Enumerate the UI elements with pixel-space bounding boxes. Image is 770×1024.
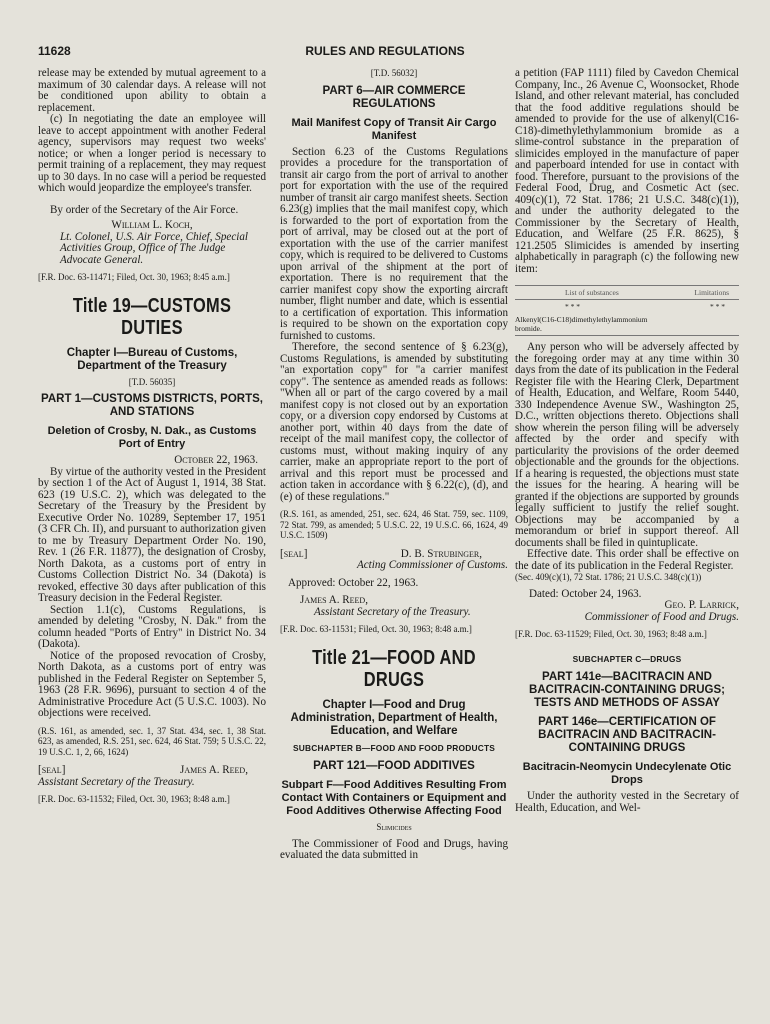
signature-title: Lt. Colonel, U.S. Air Force, Chief, Special Activities Group, Office of The Judge Advocate General. [60, 230, 248, 266]
paragraph: a petition (FAP 1111) filed by Cavedon Chemical Company, Inc., 26 Avenue C, Woonsocket, Rhode Island, and other relevant material, has concluded that the food additive regulations should be amended to provide for the use of alkenyl(C16-C18)-dimethylethylammonium bromide as a slime-control substance in the preparation of slimicides employed in the manufacture of paper and paperboard intended for use in contact with food. Therefore, pursuant to the provisions of the Federal Food, Drug, and Cosmetic Act (sec. 409(c)(1), 72 Stat. 1786; 21 U.S.C. 348(c)(1)), and under the authority delegated to the Commissioner by the Secretary of Health, Education, and Welfare (25 F.R. 8625), § 121.2505 Slimicides is amended by inserting alphabetically in paragraph (c) the following new item: [515, 67, 739, 275]
section-heading: Slimicides [376, 822, 412, 832]
table-header-row [515, 286, 739, 300]
paragraph: By virtue of the authority vested in the President by section 1 of the Act of August 1, 1914, 38 Stat. 623 (19 U.S.C. 2), which was delegated to the Secretary of the Treasury by the President by Executive Order No. 10289, September 17, 1951 (3 CFR Ch. II), and pursuant to authorization given to me by Treasury Department Order No. 190, Rev. 1 (26 F.R. 11877), the designation of Crosby, North Dakota, as a customs port of entry in Customs Collection District No. 34 (Dakota) is revoked, effective 30 days after publication of this Treasury decision in the Federal Register. [38, 465, 267, 604]
signature-name: James A. Reed, [180, 764, 248, 776]
section-heading: Mail Manifest Copy of Transit Air Cargo Manifest [291, 116, 497, 142]
page-number: 11628 [38, 44, 71, 58]
fr-doc-citation: [F.R. Doc. 63-11531; Filed, Oct. 30, 1963; 8:48 a.m.] [280, 624, 472, 634]
fr-doc-citation: [F.R. Doc. 63-11471; Filed, Oct. 30, 1963; 8:45 a.m.] [38, 272, 230, 282]
column-middle [280, 68, 508, 862]
signature-title: Assistant Secretary of the Treasury. [314, 605, 471, 618]
signature-title: Acting Commissioner of Customs. [356, 559, 508, 571]
signature-name: William L. Koch, [111, 219, 193, 231]
signature-title: Commissioner of Food and Drugs. [584, 610, 739, 623]
seal-mark: [seal] [280, 547, 308, 560]
column-right [515, 68, 739, 814]
chapter-heading: Chapter I—Food and Drug Administration, Department of Health, Education, and Welfare [290, 698, 498, 737]
authority-citation: (R.S. 161, as amended, 251, sec. 624, 46 Stat. 759, sec. 1109, 72 Stat. 799, as amended; 5 U.S.C. 22, 19 U.S.C. 66, 1624, 49 U.S.C. 1509) [280, 509, 508, 540]
paragraph: Section 1.1(c), Customs Regulations, is amended by deleting "Crosby, N. Dak." from the column headed "Ports of Entry" in District No. 34 (Dakota). [38, 603, 266, 650]
part-heading: PART 146e—CERTIFICATION OF BACITRACIN AND BACITRACIN-CONTAINING DRUGS [538, 716, 716, 754]
paragraph: (c) In negotiating the date an employee will leave to accept appointment with another Federal agency, supervisors may request two weeks' notice; or when a longer period is necessary to permit training of a replacement, they may request up to 30 days. In no case will a period be requested which would jeopardize the employee's transfer. [38, 113, 266, 194]
section-heading: Deletion of Crosby, N. Dak., as Customs Port of Entry [47, 425, 257, 450]
signature-name: James A. Reed, [300, 594, 368, 606]
table-cell: Alkenyl(C16-C18)dimethylethylammonium bromide. [515, 315, 648, 333]
running-title: RULES AND REGULATIONS [305, 44, 465, 58]
table-cell: * * * [710, 302, 725, 311]
subchapter-heading: SUBCHAPTER C—DRUGS [572, 653, 682, 664]
approved-line: Approved: October 22, 1963. [288, 576, 419, 589]
paragraph: Under the authority vested in the Secretary of Health, Education, and Wel- [515, 790, 739, 814]
td-number: [T.D. 56035] [128, 376, 176, 387]
seal-mark: [seal] [38, 764, 66, 776]
part-heading: PART 141e—BACITRACIN AND BACITRACIN-CONTAINING DRUGS; TESTS AND METHODS OF ASSAY [529, 671, 725, 709]
table-cell: * * * [565, 302, 580, 311]
paragraph: release may be extended by mutual agreement to a maximum of 30 calendar days. A release will not be conditioned upon ability to obtain a replacement. [38, 67, 266, 114]
title-heading: Title 19—CUSTOMS DUTIES [72, 294, 232, 339]
paragraph: Section 6.23 of the Customs Regulations provides a procedure for the transportation of transit air cargo from the port of arrival to another port for exportation with the use of the required number of transit air cargo manifest sheets. Section 6.23(g) implies that the mail manifest copy, which is forwarded to the port of exportation from the port of arrival, may be closed out at the port of exportation with the use of the carrier manifest copy, which is required to be delivered to Customs upon arrival of the shipment at the port of exportation. There is no requirement that the carrier manifest copy show the exporting aircraft number, flight number and date, which is essential to a certification of exportation. This information is required to be shown on the exportation copy furnished to customs. [280, 145, 508, 342]
substances-table [515, 285, 739, 336]
part-heading: PART 121—FOOD ADDITIVES [313, 760, 475, 772]
signature-name: Geo. P. Larrick, [664, 599, 739, 611]
table-row [515, 313, 739, 335]
td-number: [T.D. 56032] [370, 68, 418, 78]
signature-name: D. B. Strubinger, [400, 547, 482, 560]
chapter-heading: Chapter I—Bureau of Customs, Department of the Treasury [66, 346, 238, 372]
paragraph: Effective date. This order shall be effective on the date of its publication in the Federal Register. [515, 548, 739, 572]
date-line: October 22, 1963. [174, 454, 258, 466]
authority-citation: (R.S. 161, as amended, sec. 1, 37 Stat. 434, sec. 1, 38 Stat. 623, as amended, R.S. 251, sec. 624, 46 Stat. 759; 5 U.S.C. 22, 19 U.S.C. 1, 2, 66, 1624) [38, 725, 266, 757]
subchapter-heading: SUBCHAPTER B—FOOD AND FOOD PRODUCTS [292, 742, 496, 753]
column-left [38, 68, 266, 805]
table-row [515, 300, 739, 313]
fr-doc-citation: [F.R. Doc. 63-11532; Filed, Oct. 30, 1963; 8:48 a.m.] [38, 794, 230, 804]
dated-line: Dated: October 24, 1963. [529, 587, 642, 600]
part-heading: PART 1—CUSTOMS DISTRICTS, PORTS, AND STATIONS [41, 393, 263, 418]
part-heading: PART 6—AIR COMMERCE REGULATIONS [322, 84, 466, 110]
signature-title: Assistant Secretary of the Treasury. [38, 775, 195, 788]
paragraph: By order of the Secretary of the Air Force. [50, 203, 239, 216]
table-header-cell: Limitations [694, 288, 729, 297]
fr-doc-citation: [F.R. Doc. 63-11529; Filed, Oct. 30, 1963; 8:48 a.m.] [515, 629, 707, 639]
table-header-cell: List of substances [565, 288, 619, 297]
paragraph: Therefore, the second sentence of § 6.23(g), Customs Regulations, is amended by substituting "an exportation copy" for "a carrier manifest copy". The sentence as amended reads as follows: "When all or part of the cargo covered by a mail manifest copy is not closed out by an exportation copy, or a diversion copy endorsed by Customs at another port, within 40 days from the date of receipt of the mail manifest copy, the collector of customs must, without making inquiry of any carrier, make an appropriate report to the port of arrival and this report must be processed and action taken in accordance with § 6.22(c), (d), and (e) of these regulations." [280, 341, 508, 503]
authority-citation: (Sec. 409(c)(1), 72 Stat. 1786; 21 U.S.C. 348(c)(1)) [515, 572, 702, 582]
paragraph: Any person who will be adversely affected by the foregoing order may at any time within 30 days from the date of its publication in the Federal Register file with the Hearing Clerk, Department of Health, Education, and Welfare, Room 5440, 330 Independence Avenue SW., Washington 25, D.C., written objections thereto. Objections shall show wherein the person filing will be adversely affected by the order and specify with particularity the provisions of the order deemed objectionable and the grounds for the objections. If a hearing is requested, the objections must state the issues for the hearing. A hearing will be granted if the objections are supported by grounds legally sufficient to justify the relief sought. Objections may be accompanied by a memorandum or brief in support thereof. All documents shall be filed in quintuplicate. [515, 341, 739, 549]
section-heading: Bacitracin-Neomycin Undecylenate Otic Drops [522, 761, 732, 786]
paragraph: The Commissioner of Food and Drugs, having evaluated the data submitted in [280, 837, 508, 861]
title-heading: Title 21—FOOD AND DRUGS [312, 646, 476, 691]
paragraph: Notice of the proposed revocation of Crosby, North Dakota, as a customs port of entry was published in the Federal Register on September 5, 1963 (28 F.R. 9696), pursuant to section 4 of the Administrative Procedure Act (5 U.S.C. 1003). No objections were received. [38, 649, 266, 719]
subpart-heading: Subpart F—Food Additives Resulting From Contact With Containers or Equipment and Food Additives Otherwise Affecting Food [281, 779, 507, 817]
